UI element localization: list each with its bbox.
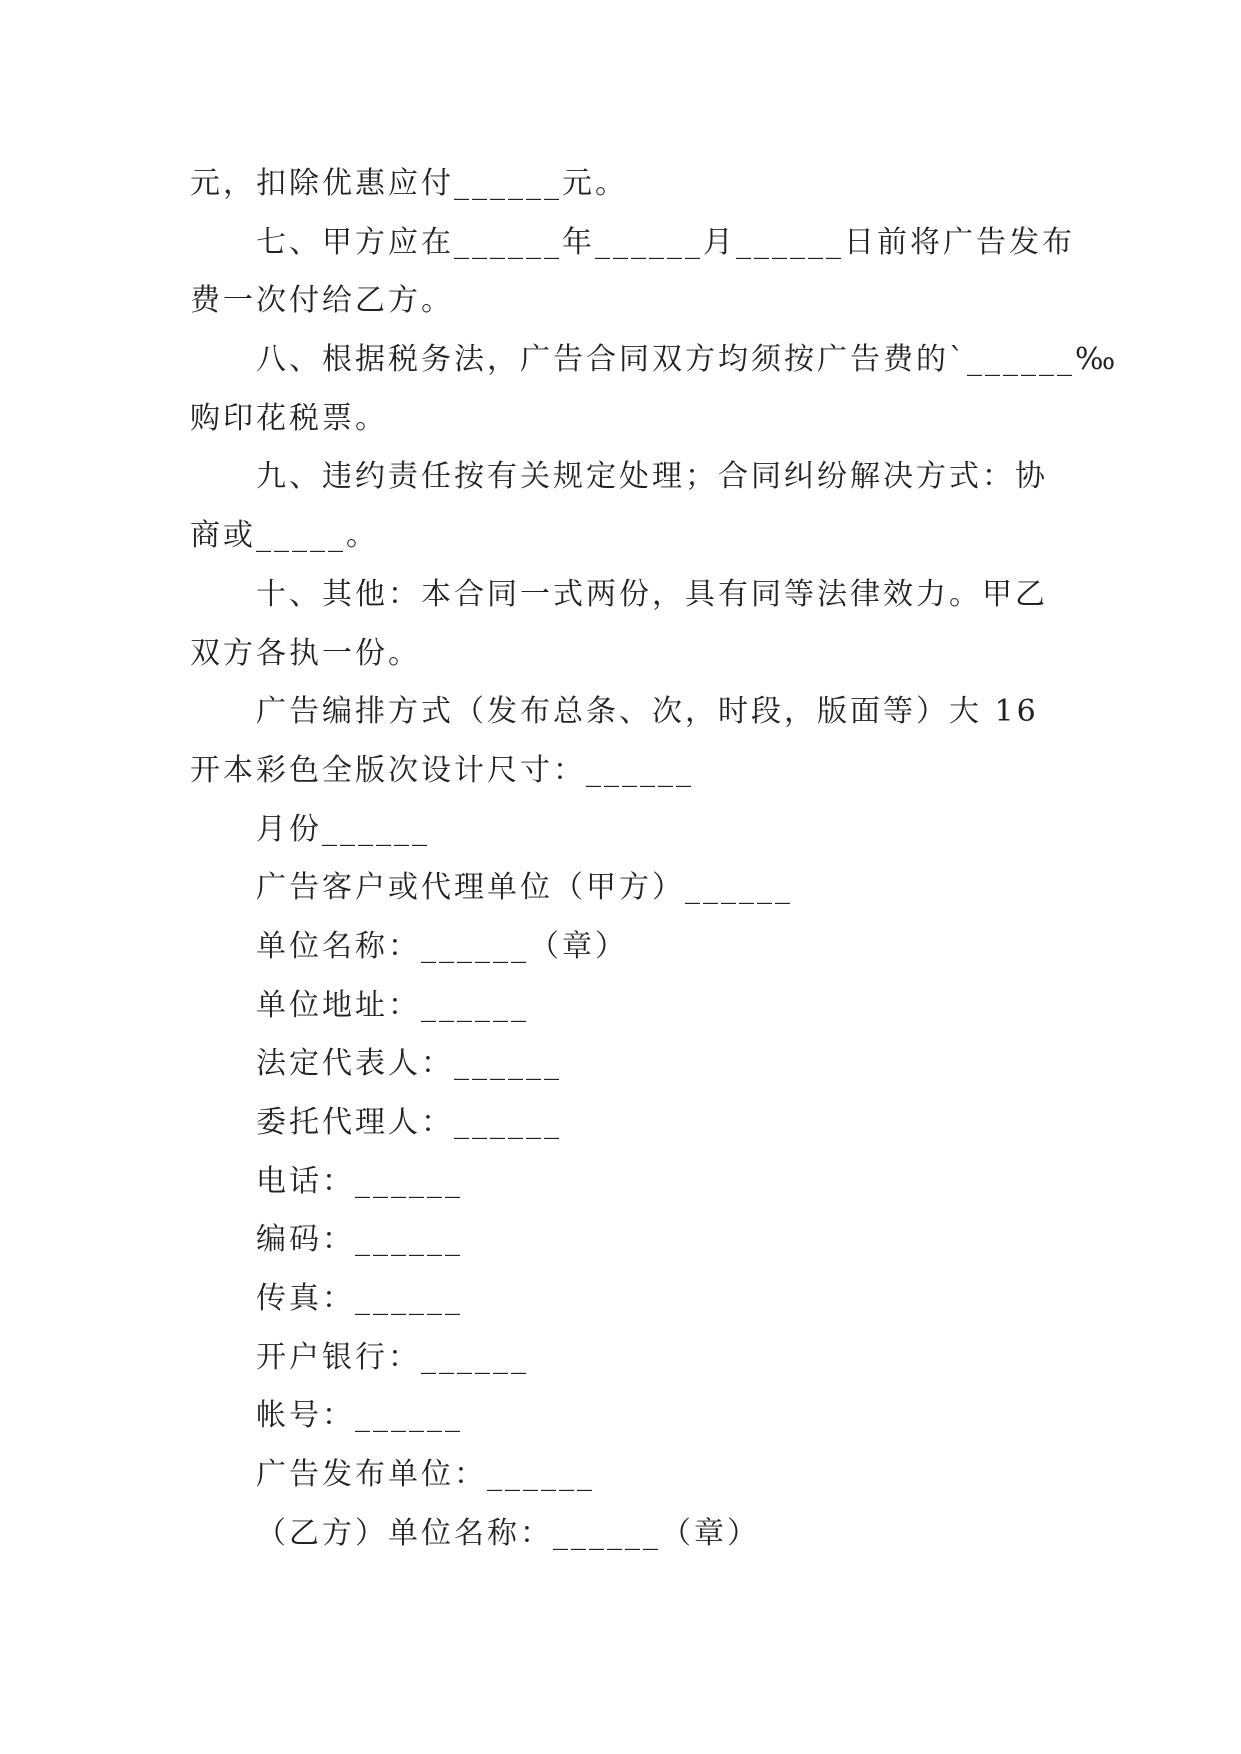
clause-9-line-1: 九、违约责任按有关规定处理；合同纠纷解决方式：协: [256, 459, 1048, 495]
party-b-unit-name: （乙方）单位名称：______（章）: [256, 1515, 760, 1551]
party-a-legal-rep: 法定代表人：______: [256, 1046, 562, 1082]
publisher-heading: 广告发布单位：______: [256, 1457, 595, 1493]
party-a-fax: 传真：______: [256, 1281, 463, 1317]
clause-8-line-1: 八、根据税务法，广告合同双方均须按广告费的`______‰: [256, 342, 1119, 378]
party-a-unit-address: 单位地址：______: [256, 987, 529, 1023]
clause-10-line-2: 双方各执一份。: [190, 635, 421, 671]
text-line-1: 元，扣除优惠应付______元。: [190, 166, 628, 201]
clause-8-line-2: 购印花税票。: [190, 400, 388, 436]
party-a-agent: 委托代理人：______: [256, 1105, 562, 1140]
party-a-account: 帐号：______: [256, 1398, 463, 1434]
party-a-unit-name: 单位名称：______（章）: [256, 928, 628, 964]
clause-9-line-2: 商或_____。: [190, 518, 379, 554]
party-a-heading: 广告客户或代理单位（甲方）______: [256, 870, 793, 906]
ad-layout-line-2: 开本彩色全版次设计尺寸：______: [190, 752, 694, 788]
document-body: [190, 155, 1119, 1564]
clause-7-line-2: 费一次付给乙方。: [190, 283, 454, 319]
month-field: 月份______: [256, 811, 430, 847]
party-a-bank: 开户银行：______: [256, 1339, 529, 1375]
ad-layout-line-1: 广告编排方式（发布总条、次，时段，版面等）大 16: [256, 694, 1039, 730]
clause-10-line-1: 十、其他：本合同一式两份，具有同等法律效力。甲乙: [256, 576, 1048, 612]
party-a-postcode: 编码：______: [256, 1222, 463, 1258]
party-a-phone: 电话：______: [256, 1163, 463, 1199]
clause-7-line-1: 七、甲方应在______年______月______日前将广告发布: [256, 224, 1075, 260]
